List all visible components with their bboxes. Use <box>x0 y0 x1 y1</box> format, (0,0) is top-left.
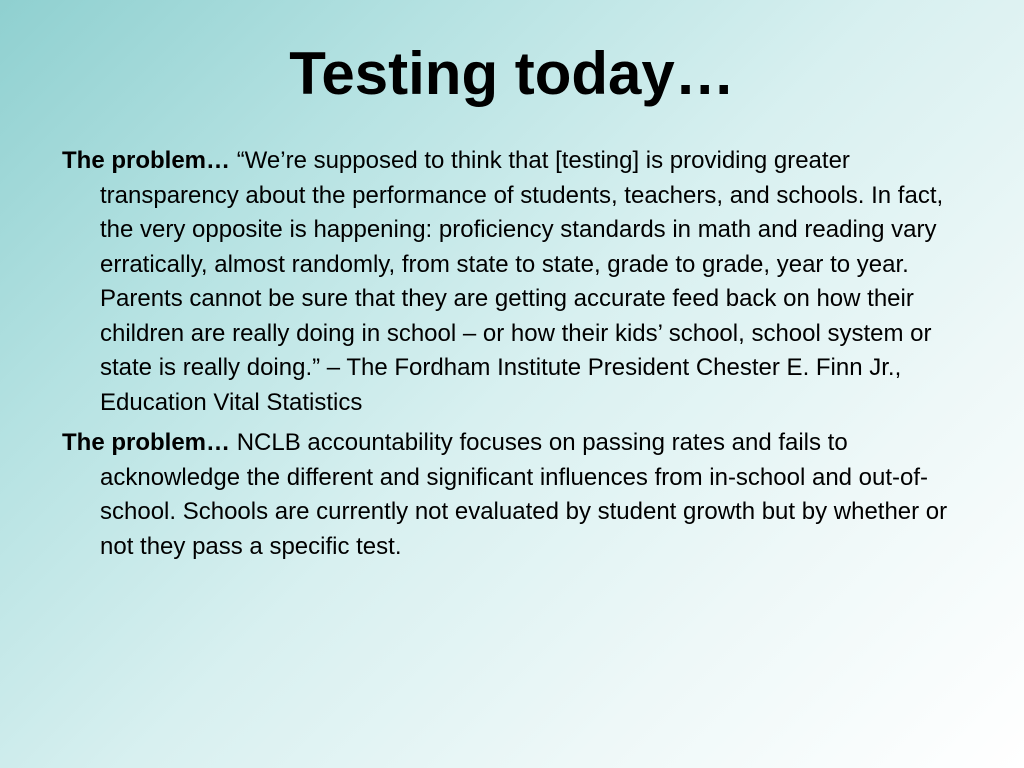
bullet-item <box>62 144 974 420</box>
bullet-text: NCLB accountability focuses on passing rates and fails to acknowledge the different and significant influences from in-school and out-of-school. Schools are currently not evaluated by student growth but by whether or not they pass a specific test. <box>100 429 948 560</box>
bullet-lead: The problem… <box>62 147 231 174</box>
bullet-item <box>62 426 974 564</box>
slide-title: Testing today… <box>289 40 735 107</box>
bullet-list <box>62 144 974 570</box>
bullet-text: “We’re supposed to think that [testing] is providing greater transparency about the performance of students, teachers, and schools. In fact, the very opposite is happening: proficiency standards in math and reading vary erratically, almost randomly, from state to state, grade to grade, year to year. Parents cannot be sure that they are getting accurate feed back on how their children are really doing in school – or how their kids’ school, school system or state is really doing.” – The Fordham Institute President Chester E. Finn Jr., Education Vital Statistics <box>100 147 944 416</box>
bullet-lead: The problem… <box>62 429 231 456</box>
